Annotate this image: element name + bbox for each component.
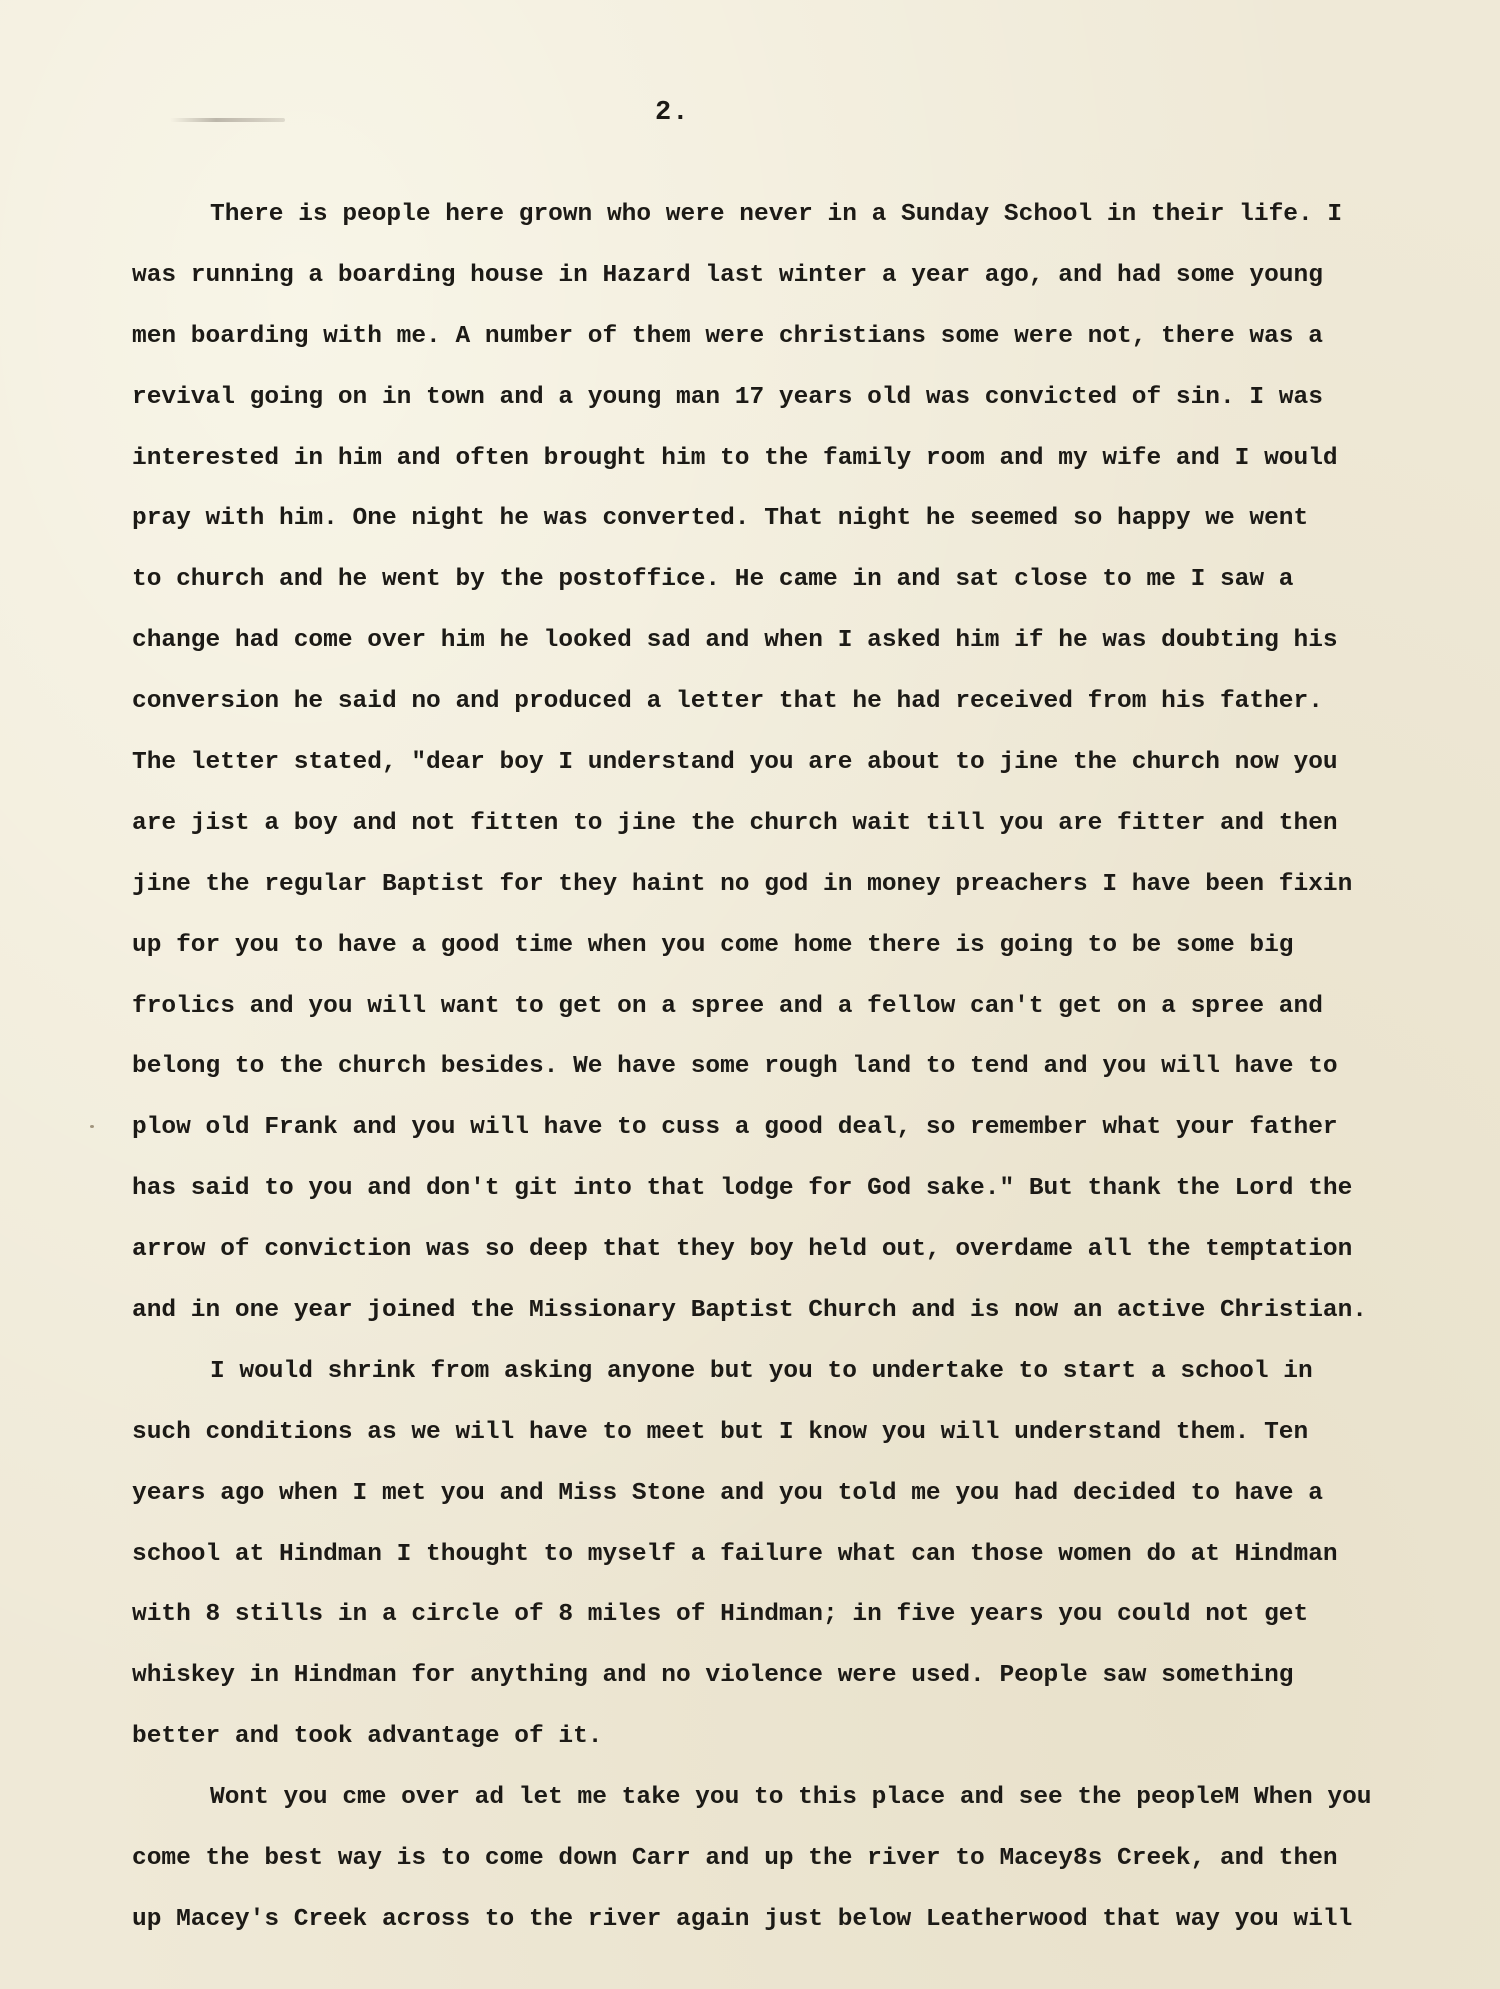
text-line: come the best way is to come down Carr and up the river to Macey8s Creek, and then xyxy=(132,1845,1338,1873)
text-line: pray with him. One night he was converted. That night he seemed so happy we went xyxy=(132,505,1309,533)
text-line: change had come over him he looked sad and when I asked him if he was doubting his xyxy=(132,627,1338,655)
text-line: school at Hindman I thought to myself a failure what can those women do at Hindman xyxy=(132,1540,1338,1568)
text-line: was running a boarding house in Hazard last winter a year ago, and had some young xyxy=(132,261,1323,289)
text-line: Wont you cme over ad let me take you to this place and see the peopleM When you xyxy=(210,1784,1372,1812)
page-number: 2. xyxy=(655,98,690,128)
text-line: are jist a boy and not fitten to jine the church wait till you are fitter and then xyxy=(132,809,1338,837)
paper-speck xyxy=(90,1125,94,1128)
text-line: frolics and you will want to get on a spree and a fellow can't get on a spree and xyxy=(132,992,1323,1020)
text-line: revival going on in town and a young man 17 years old was convicted of sin. I was xyxy=(132,383,1323,411)
text-line: and in one year joined the Missionary Baptist Church and is now an active Christian. xyxy=(132,1297,1368,1325)
text-line: has said to you and don't git into that lodge for God sake." But thank the Lord the xyxy=(132,1175,1353,1203)
text-line: whiskey in Hindman for anything and no violence were used. People saw something xyxy=(132,1662,1294,1690)
text-line: to church and he went by the postoffice. He came in and sat close to me I saw a xyxy=(132,566,1294,594)
letter-body xyxy=(132,185,1462,1951)
text-line: belong to the church besides. We have some rough land to tend and you will have to xyxy=(132,1053,1338,1081)
text-line: I would shrink from asking anyone but you to undertake to start a school in xyxy=(210,1357,1313,1385)
text-line: with 8 stills in a circle of 8 miles of Hindman; in five years you could not get xyxy=(132,1601,1309,1629)
text-line: The letter stated, "dear boy I understand you are about to jine the church now you xyxy=(132,749,1338,777)
text-line: interested in him and often brought him to the family room and my wife and I would xyxy=(132,444,1338,472)
paragraph xyxy=(132,1768,1462,1951)
ink-smudge xyxy=(170,118,285,122)
text-line: conversion he said no and produced a letter that he had received from his father. xyxy=(132,688,1323,716)
text-line: up Macey's Creek across to the river again just below Leatherwood that way you will xyxy=(132,1905,1353,1933)
text-line: such conditions as we will have to meet but I know you will understand them. Ten xyxy=(132,1418,1309,1446)
text-line: years ago when I met you and Miss Stone and you told me you had decided to have a xyxy=(132,1479,1323,1507)
text-line: plow old Frank and you will have to cuss a good deal, so remember what your father xyxy=(132,1114,1338,1142)
text-line: men boarding with me. A number of them were christians some were not, there was a xyxy=(132,322,1323,350)
text-line: There is people here grown who were never in a Sunday School in their life. I xyxy=(210,201,1343,228)
text-line: arrow of conviction was so deep that they boy held out, overdame all the temptation xyxy=(132,1236,1353,1264)
paragraph xyxy=(132,1342,1462,1768)
paragraph xyxy=(132,185,1462,1342)
text-line: better and took advantage of it. xyxy=(132,1723,603,1751)
text-line: jine the regular Baptist for they haint no god in money preachers I have been fixin xyxy=(132,870,1353,898)
text-line: up for you to have a good time when you come home there is going to be some big xyxy=(132,931,1294,959)
